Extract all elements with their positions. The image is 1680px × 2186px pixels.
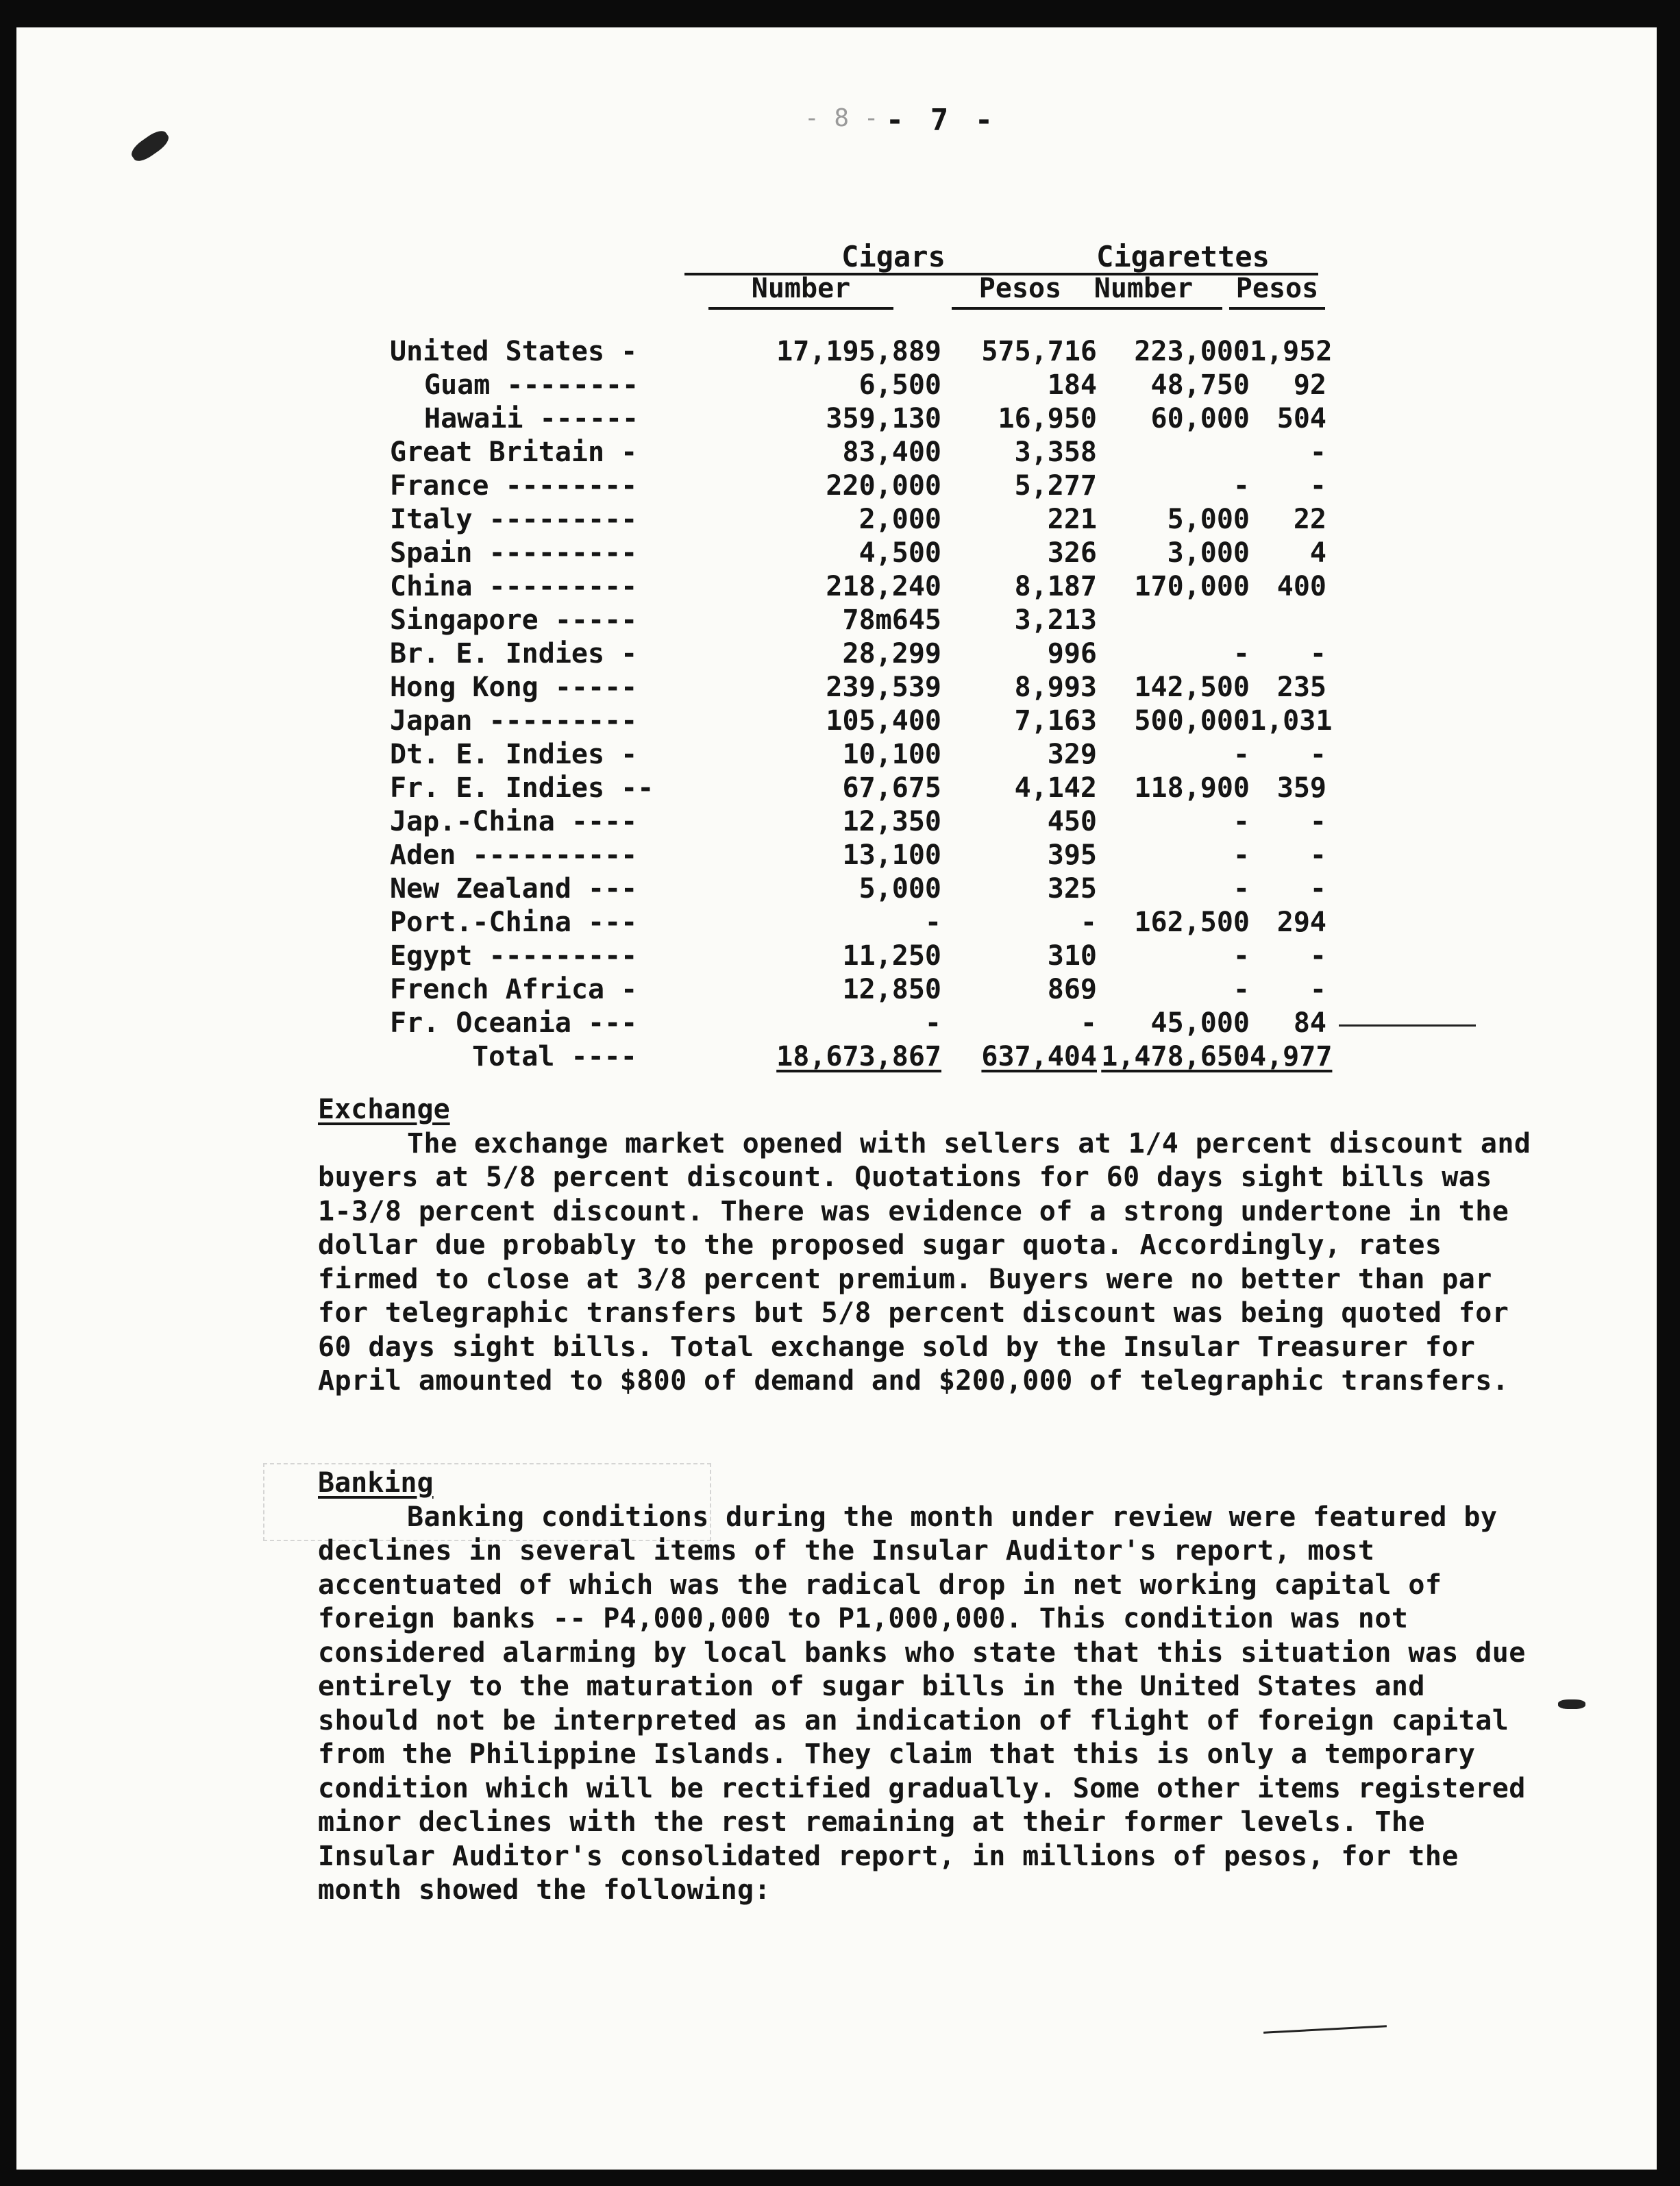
cigars-number-cell: 13,100	[842, 839, 941, 871]
cigarettes-number-cell: 170,000	[1134, 571, 1250, 602]
table-row	[390, 806, 1329, 839]
cigars-pesos-cell: 3,358	[1014, 437, 1097, 468]
country-cell: Great Britain -	[390, 437, 638, 468]
table-row	[390, 537, 1329, 571]
cigars-pesos-cell: 4,142	[1014, 772, 1097, 804]
country-cell: Spain ---------	[390, 537, 638, 569]
table-row	[390, 470, 1329, 504]
cigars-pesos-cell: 8,993	[1014, 672, 1097, 703]
cigarettes-pesos-cell: -	[1309, 974, 1326, 1005]
cigarettes-number-cell: 60,000	[1150, 403, 1250, 434]
country-cell: United States -	[390, 336, 638, 367]
country-cell: Hong Kong -----	[390, 672, 638, 703]
country-cell: Singapore -----	[390, 604, 638, 636]
cigars-pesos-cell: 869	[1047, 974, 1097, 1005]
table-row	[390, 437, 1329, 470]
cigars-number-cell: 11,250	[842, 940, 941, 972]
table-row	[390, 1007, 1329, 1041]
table-row	[390, 638, 1329, 672]
cigars-pesos-cell: 3,213	[1014, 604, 1097, 636]
country-cell: Port.-China ---	[390, 907, 638, 938]
exchange-section	[318, 1093, 1537, 1399]
cigars-pesos-cell: 184	[1047, 369, 1097, 401]
cigars-number-cell: 83,400	[842, 437, 941, 468]
cigarettes-pesos-cell: -	[1309, 739, 1326, 770]
table-row	[390, 604, 1329, 638]
cigars-number-cell: 4,500	[858, 537, 941, 569]
cigarettes-pesos-cell: 84	[1293, 1007, 1326, 1039]
cigarettes-number-cell: 118,900	[1134, 772, 1250, 804]
exchange-paragraph: The exchange market opened with sellers at 1/4 percent discount and buyers at 5/8 percent discount. Quotations for 60 days sight bills was 1-3/8 percent discount. There was evidence of a strong undertone in the dollar due probably to the proposed sugar quota. Accordingly, rates firmed to close at 3/8 percent premium. Buyers were no better than par for telegraphic transfers but 5/8 percent discount was being quoted for 60 days sight bills. Total exchange sold by the Insular Treasurer for April amounted to $800 of demand and $200,000 of telegraphic transfers.	[318, 1127, 1531, 1397]
cigarettes-pesos-cell: 359	[1276, 772, 1326, 804]
cigarettes-pesos-cell: -	[1309, 806, 1326, 837]
cigars-number-cell: 67,675	[842, 772, 941, 804]
cigarettes-number-cell: -	[1233, 940, 1250, 972]
table-row	[390, 369, 1329, 403]
cigarettes-group-header: Cigarettes	[1048, 240, 1318, 275]
cigarettes-pesos-cell: -	[1309, 873, 1326, 905]
cigars-number-cell: 105,400	[826, 705, 941, 737]
cigarettes-pesos-cell: 1,031	[1250, 705, 1333, 737]
cigars-pesos-cell: 395	[1047, 839, 1097, 871]
table-row	[390, 403, 1329, 437]
table-row	[390, 672, 1329, 705]
cigarettes-pesos-cell: -	[1309, 437, 1326, 468]
country-cell: China ---------	[390, 571, 638, 602]
cigarettes-pesos-cell: 22	[1293, 504, 1326, 535]
table-row	[390, 504, 1329, 537]
document-page	[16, 27, 1657, 2170]
table-row	[390, 839, 1329, 873]
cigars-pesos-cell: 575,716	[981, 336, 1097, 367]
cigarettes-number-cell: -	[1233, 739, 1250, 770]
table-row	[390, 705, 1333, 739]
banking-heading: Banking	[318, 1467, 434, 1499]
cigarettes-pesos-cell: 4	[1309, 537, 1326, 569]
cigars-number-cell: 220,000	[826, 470, 941, 502]
table-row	[390, 336, 1333, 369]
cigars-pesos-cell: 325	[1047, 873, 1097, 905]
country-cell: Guam --------	[424, 369, 639, 401]
total-cigars-pesos: 637,404	[981, 1041, 1097, 1072]
cigars-number-cell: 2,000	[858, 504, 941, 535]
table-row	[390, 739, 1329, 772]
table-row	[390, 873, 1329, 907]
country-cell: Fr. E. Indies --	[390, 772, 654, 804]
cigars-pesos-cell: 310	[1047, 940, 1097, 972]
table-body	[390, 336, 1333, 1074]
cigarettes-number-cell: 45,000	[1150, 1007, 1250, 1039]
cigars-pesos-cell: 5,277	[1014, 470, 1097, 502]
cigarettes-number-cell: 223,000	[1134, 336, 1250, 367]
cigarettes-number-cell: 162,500	[1134, 907, 1250, 938]
cigars-number-cell: -	[924, 907, 941, 938]
country-cell: Jap.-China ----	[390, 806, 638, 837]
cigarettes-number-cell: 142,500	[1134, 672, 1250, 703]
scan-dash	[1339, 1024, 1476, 1027]
country-cell: New Zealand ---	[390, 873, 638, 905]
country-cell: Egypt ---------	[390, 940, 638, 972]
total-label: Total ----	[472, 1041, 637, 1072]
country-cell: French Africa -	[390, 974, 638, 1005]
country-cell: Fr. Oceania ---	[390, 1007, 638, 1039]
exchange-heading: Exchange	[318, 1094, 450, 1125]
cigars-number-cell: 239,539	[826, 672, 941, 703]
scan-smudge	[1558, 1699, 1585, 1709]
cigars-number-cell: 5,000	[858, 873, 941, 905]
scan-dash	[1263, 2025, 1387, 2033]
cigars-pesos-cell: 16,950	[998, 403, 1097, 434]
cigarettes-pesos-cell: -	[1309, 940, 1326, 972]
country-cell: France --------	[390, 470, 638, 502]
cigarettes-number-cell: -	[1233, 974, 1250, 1005]
cigarettes-number-cell: -	[1233, 638, 1250, 670]
cigarettes-pesos-cell: -	[1309, 839, 1326, 871]
cigarettes-number-cell: -	[1233, 839, 1250, 871]
cigarettes-number-cell: 500,000	[1134, 705, 1250, 737]
cigars-number-cell: 12,850	[842, 974, 941, 1005]
cigarettes-number-cell: 48,750	[1150, 369, 1250, 401]
cigars-pesos-cell: 329	[1047, 739, 1097, 770]
country-cell: Br. E. Indies -	[390, 638, 638, 670]
total-cigarettes-pesos: 4,977	[1250, 1041, 1333, 1072]
cigars-number-cell: 359,130	[826, 403, 941, 434]
country-cell: Hawaii ------	[424, 403, 639, 434]
cigars-pesos-cell: -	[1080, 1007, 1097, 1039]
cigars-number-cell: 28,299	[842, 638, 941, 670]
table-row	[390, 974, 1329, 1007]
cigars-number-cell: 78m645	[842, 604, 941, 636]
country-cell: Japan ---------	[390, 705, 638, 737]
cigars-group-header: Cigars	[684, 240, 1102, 275]
country-cell: Aden ----------	[390, 839, 638, 871]
banking-section	[318, 1466, 1537, 1908]
cigarettes-number-cell: -	[1233, 470, 1250, 502]
cigars-number-cell: 6,500	[858, 369, 941, 401]
table-row	[390, 772, 1329, 806]
cigarettes-pesos-cell: -	[1309, 638, 1326, 670]
cigarettes-number-cell: 3,000	[1167, 537, 1250, 569]
cigars-number-cell: 12,350	[842, 806, 941, 837]
page-number: - 7 -	[885, 103, 998, 138]
cigarettes-number-cell: 5,000	[1167, 504, 1250, 535]
cigarettes-pesos-cell: -	[1309, 470, 1326, 502]
cigars-pesos-cell: -	[1080, 907, 1097, 938]
cigars-number-cell: 218,240	[826, 571, 941, 602]
cigars-pesos-cell: 221	[1047, 504, 1097, 535]
table-row	[390, 907, 1329, 940]
bleed-through-page-number: - 8 -	[804, 104, 879, 132]
total-cigars-number: 18,673,867	[776, 1041, 941, 1072]
cigarettes-pesos-cell: 235	[1276, 672, 1326, 703]
cigarettes-pesos-header: Pesos	[1229, 273, 1325, 310]
cigars-number-cell: 17,195,889	[776, 336, 941, 367]
scan-smudge	[128, 127, 172, 165]
cigarettes-pesos-cell: 504	[1276, 403, 1326, 434]
cigarettes-pesos-cell: 400	[1276, 571, 1326, 602]
cigars-pesos-cell: 996	[1047, 638, 1097, 670]
cigarettes-pesos-cell: 92	[1293, 369, 1326, 401]
cigarettes-pesos-cell: 294	[1276, 907, 1326, 938]
cigars-number-cell: 10,100	[842, 739, 941, 770]
cigarettes-pesos-cell: 1,952	[1250, 336, 1333, 367]
cigarettes-number-cell: -	[1233, 806, 1250, 837]
cigars-pesos-cell: 450	[1047, 806, 1097, 837]
total-cigarettes-number: 1,478,650	[1101, 1041, 1250, 1072]
cigars-number-cell: -	[924, 1007, 941, 1039]
table-row	[390, 940, 1329, 974]
cigars-pesos-header: Pesos	[952, 273, 1089, 310]
cigars-pesos-cell: 8,187	[1014, 571, 1097, 602]
cigars-number-header: Number	[708, 273, 893, 310]
table-row	[390, 571, 1329, 604]
banking-paragraph: Banking conditions during the month under review were featured by declines in several items of the Insular Auditor's report, most accentuated of which was the radical drop in net working capital of foreign banks -- P4,000,000 to P1,000,000. This condition was not considered alarming by local banks who state that this situation was due entirely to the maturation of sugar bills in the United States and should not be interpreted as an indication of flight of foreign capital from the Philippine Islands. They claim that this is only a temporary condition which will be rectified gradually. Some other items registered minor declines with the rest remaining at their former levels. The Insular Auditor's consolidated report, in millions of pesos, for the month showed the following:	[318, 1501, 1526, 1906]
cigars-pesos-cell: 7,163	[1014, 705, 1097, 737]
cigars-pesos-cell: 326	[1047, 537, 1097, 569]
cigarettes-number-header: Number	[1065, 273, 1222, 310]
country-cell: Dt. E. Indies -	[390, 739, 638, 770]
total-row	[390, 1041, 1333, 1074]
country-cell: Italy ---------	[390, 504, 638, 535]
cigarettes-number-cell: -	[1233, 873, 1250, 905]
